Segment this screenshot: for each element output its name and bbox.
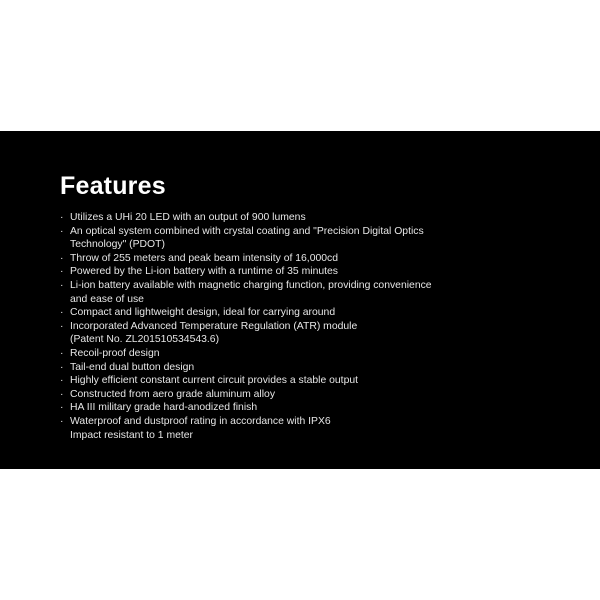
features-heading: Features xyxy=(60,172,166,200)
feature-text: Waterproof and dustproof rating in accordance with IPX6 Impact resistant to 1 meter xyxy=(70,415,331,441)
bullet-icon: · xyxy=(60,375,64,387)
bullet-icon: · xyxy=(60,279,64,291)
features-panel xyxy=(0,131,600,469)
feature-text: Highly efficient constant current circuit provides a stable output xyxy=(70,375,359,387)
feature-text: Tail-end dual button design xyxy=(70,361,195,373)
feature-item xyxy=(60,388,500,402)
feature-item xyxy=(60,211,500,225)
bullet-icon: · xyxy=(60,212,64,223)
feature-item xyxy=(60,320,500,347)
feature-item xyxy=(60,225,500,252)
bullet-icon: · xyxy=(60,402,64,414)
bullet-icon: · xyxy=(60,320,64,332)
feature-item xyxy=(60,279,500,306)
bullet-icon: · xyxy=(60,225,64,237)
features-list xyxy=(60,211,500,442)
feature-item xyxy=(60,265,500,279)
feature-text: Incorporated Advanced Temperature Regulation (ATR) module (Patent No. ZL201510534543.6) xyxy=(70,320,358,346)
feature-item xyxy=(60,361,500,375)
bullet-icon: · xyxy=(60,361,64,373)
feature-text: Throw of 255 meters and peak beam intensity of 16,000cd xyxy=(70,252,339,264)
feature-text: An optical system combined with crystal coating and "Precision Digital Optics Technology" (PDOT) xyxy=(70,225,424,251)
feature-text: Compact and lightweight design, ideal for carrying around xyxy=(70,307,336,319)
feature-item xyxy=(60,415,500,442)
feature-text: Constructed from aero grade aluminum alloy xyxy=(70,388,276,400)
feature-item xyxy=(60,252,500,266)
feature-item xyxy=(60,306,500,320)
feature-item xyxy=(60,347,500,361)
bullet-icon: · xyxy=(60,415,64,427)
bullet-icon: · xyxy=(60,252,64,264)
feature-text: Li-ion battery available with magnetic charging function, providing convenience and ease of use xyxy=(70,279,432,305)
feature-text: Recoil-proof design xyxy=(70,347,160,359)
bullet-icon: · xyxy=(60,347,64,359)
feature-text: Utilizes a UHi 20 LED with an output of 900 lumens xyxy=(70,212,306,223)
feature-text: Powered by the Li-ion battery with a runtime of 35 minutes xyxy=(70,266,338,278)
feature-item xyxy=(60,374,500,388)
feature-item xyxy=(60,401,500,415)
feature-text: HA III military grade hard-anodized finish xyxy=(70,402,258,414)
bullet-icon: · xyxy=(60,307,64,319)
bullet-icon: · xyxy=(60,266,64,278)
bullet-icon: · xyxy=(60,388,64,400)
